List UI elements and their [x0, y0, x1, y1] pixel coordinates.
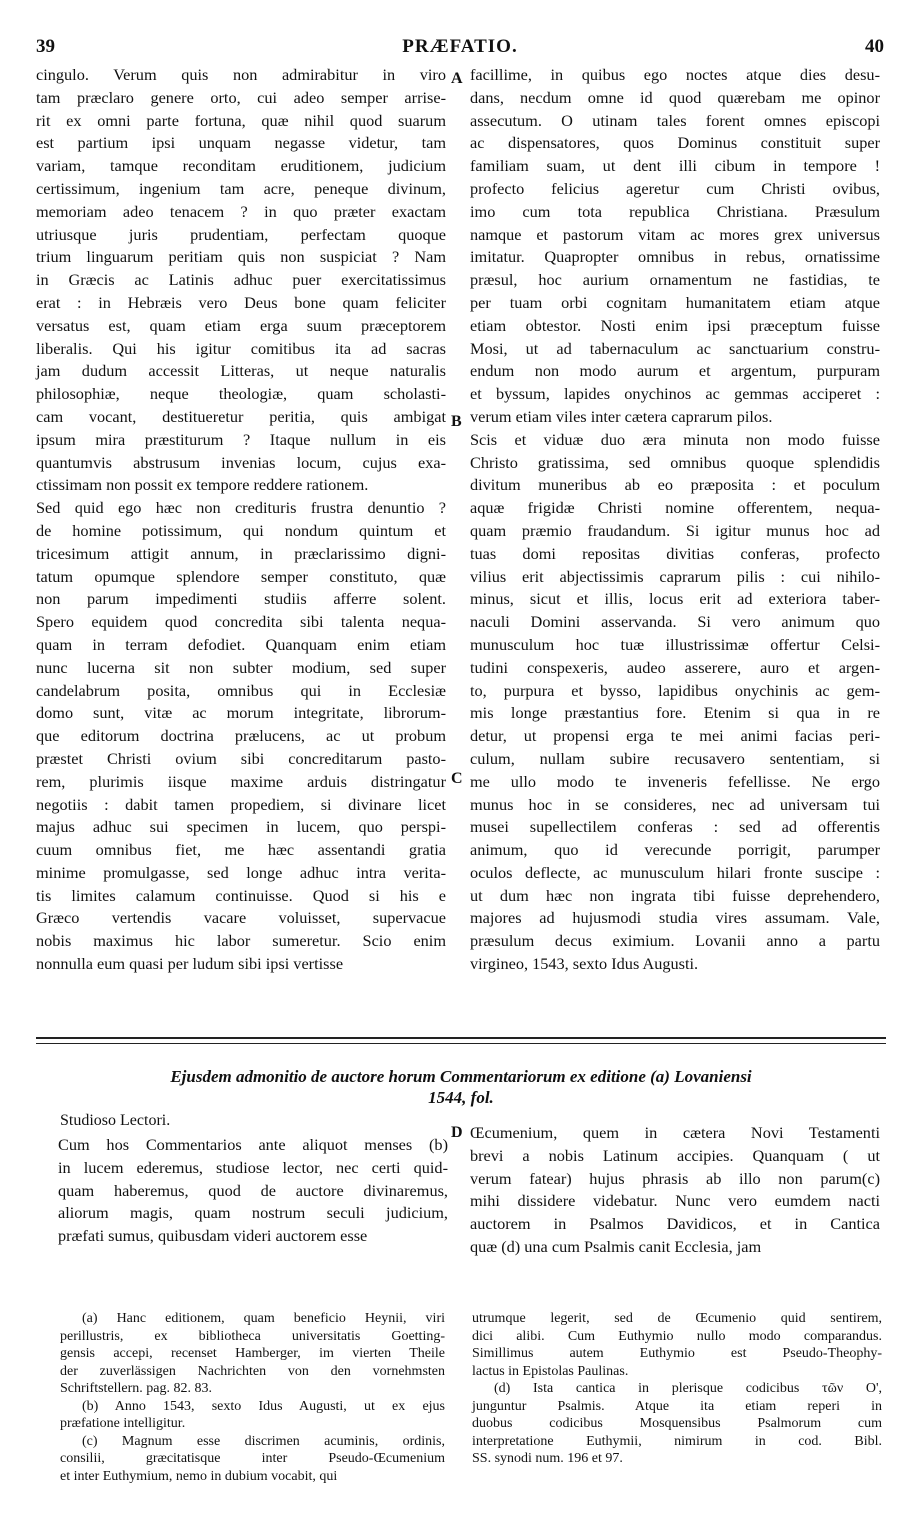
text-line: que editorum doctrina prælucens, ac ut probum — [36, 726, 446, 746]
text-line: per tuam orbi cognitam humanitatem etiam atque — [470, 292, 880, 312]
text-line: minus, sicut et illis, locus erit ad exteriora taber- — [470, 589, 880, 609]
text-line: oculos deflecte, ac munusculum hilari fronte suscipe : — [470, 862, 880, 882]
text-line: imo cum tota republica Christiana. Præsulum — [470, 201, 880, 221]
text-line: certissimum, ingenium tam acre, peneque divinum, — [36, 178, 446, 198]
text-line: ut dum hæc non ingrata tibi fuisse deprehendero, — [470, 885, 880, 905]
text-line: musei supellectilem conferas : sed ad offerentis — [470, 817, 880, 837]
text-line: de homine potissimum, qui nondum quintum et — [36, 520, 446, 540]
text-line: (a) Hanc editionem, quam beneficio Heynii, viri — [82, 1311, 445, 1326]
text-line: divitum muneribus ab eo præposita : et poculum — [470, 475, 880, 495]
text-line: Sed quid ego hæc non credituris frustra denuntio ? — [36, 498, 446, 518]
text-line: tis limites calamum continuisse. Quod si his e — [36, 885, 446, 905]
text-line: tatum opumque splendore semper constituto, quæ — [36, 566, 446, 586]
text-line: perillustris, ex bibliotheca universitatis Goetting- — [60, 1328, 445, 1344]
text-line: quæ (d) una cum Psalmis canit Ecclesia, jam — [470, 1236, 762, 1256]
margin-letter-b: B — [451, 413, 462, 430]
text-line: to, purpura et bysso, lapidibus onychinis ac gem- — [470, 680, 880, 700]
text-line: lactus in Epistolas Paulinas. — [472, 1363, 629, 1379]
text-line: der zuverlässigen Nachrichten von den vornehmsten — [60, 1363, 445, 1379]
text-line: utriusque juris prudentiam, perfectam quoque — [36, 224, 446, 244]
text-line: profecto felicius ageretur cum Christi ovibus, — [470, 178, 880, 198]
text-line: quam haberemus, quod de auctore divinaremus, — [58, 1180, 448, 1200]
text-line: (d) Ista cantica in plerisque codicibus τῶν Ο', — [494, 1381, 882, 1396]
text-line: nobis maximus hic labor sumeretur. Scio enim — [36, 931, 446, 951]
text-line: cam vocant, destitueretur peritia, quis ambigat — [36, 406, 446, 426]
text-line: in lucem ederemus, studiose lector, nec certi quid- — [58, 1157, 448, 1177]
text-line: familiam suam, ut dent illi cibum in tempore ! — [470, 156, 880, 176]
text-line: imitatur. Quapropter omnibus in rebus, ornatissime — [470, 247, 880, 267]
text-line: rem, plurimis iisque maxime arduis distringatur — [36, 771, 446, 791]
text-line: auctorem in Psalmos Davidicos, et in Cantica — [470, 1214, 880, 1234]
section-title — [36, 1066, 886, 1108]
page-number-left: 39 — [36, 36, 55, 57]
text-line: Christo gratissima, sed omnibus quoque splendidis — [470, 452, 880, 472]
column-left-top — [36, 64, 446, 976]
text-line: quam in terram defodiet. Quanquam enim etiam — [36, 634, 446, 654]
text-line: Cum hos Commentarios ante aliquot menses (b) — [58, 1135, 448, 1154]
text-line: minime promulgasse, sed longe adhuc intra verita- — [36, 862, 446, 882]
text-line: in Græcis ac Latinis adhuc puer exercitatissimus — [36, 270, 446, 290]
text-line: et inter Euthymium, nemo in dubium vocabit, qui — [60, 1468, 338, 1484]
margin-letter-a: A — [451, 70, 463, 87]
text-line: candelabrum posita, omnibus qui in Ecclesiæ — [36, 680, 446, 700]
text-line: Simillimus autem Euthymio est Pseudo-Theophy- — [472, 1346, 882, 1361]
text-line: aquæ frigidæ Christi nomine offerentem, nequa- — [470, 498, 880, 518]
text-line: endum non modo aurum et argentum, purpuram — [470, 361, 880, 381]
text-line: domo sunt, vitæ ac morum integritate, librorum- — [36, 703, 446, 723]
text-line: Mosi, ut ad tabernaculum ac sanctuarium constru- — [470, 338, 880, 358]
text-line: est partium ipsi unquam negasse videtur, tam — [36, 133, 446, 153]
text-line: gensis accepi, recenset Hamberger, im vierten Theile — [60, 1346, 445, 1361]
section-title-line-1: Ejusdem admonitio de auctore horum Commentariorum ex editione (a) Lovaniensi — [170, 1067, 752, 1086]
text-line: majus adhuc sui specimen in lucem, quo perspi- — [36, 817, 446, 837]
column-left-bottom — [58, 1134, 448, 1248]
text-line: Scis et viduæ duo æra minuta non modo fuisse — [470, 429, 880, 449]
margin-letter-d: D — [451, 1124, 463, 1141]
text-line: ctissimam non possit ex tempore reddere rationem. — [36, 475, 369, 495]
text-line: interpretatione Euthymii, nimirum in cod. Bibl. — [472, 1433, 882, 1449]
text-line: Œcumenium, quem in cætera Novi Testamenti — [470, 1123, 880, 1142]
column-right-bottom — [470, 1122, 880, 1259]
text-line: præsul, hoc aurium ornamentum ne fastidias, te — [470, 270, 880, 290]
running-header — [36, 36, 884, 66]
text-line: dans, necdum omne id quod quærebam me opinor — [470, 87, 880, 107]
text-line: ipsum mira præstiturum ? Itaque nullum in eis — [36, 429, 446, 449]
text-line: consilii, græcitatisque inter Pseudo-Œcumenium — [60, 1451, 445, 1466]
text-line: animum, quo id verecunde porrigit, parumper — [470, 840, 880, 860]
text-line: variam, tamque reconditam eruditionem, judicium — [36, 156, 446, 176]
text-line: utrumque legerit, sed de Œcumenio quid sentirem, — [472, 1311, 882, 1326]
text-line: majores ad hujusmodi studia vires assumam. Vale, — [470, 908, 880, 928]
running-title: PRÆFATIO. — [402, 36, 518, 57]
text-line: negotiis : dabit tamen propediem, si divinare licet — [36, 794, 446, 814]
salutation: Studioso Lectori. — [60, 1112, 171, 1129]
text-line: erat : in Hebræis vero Deus bone quam feliciter — [36, 292, 446, 312]
section-title-line-2: 1544, fol. — [428, 1088, 494, 1107]
text-line: naculi Domini asservanda. Si vero animum quo — [470, 612, 880, 632]
text-line: junguntur Psalmis. Atque ita etiam reperi in — [472, 1398, 882, 1414]
text-line: (b) Anno 1543, sexto Idus Augusti, ut ex ejus — [82, 1398, 445, 1414]
text-line: præfati sumus, quibusdam videri auctorem esse — [58, 1226, 368, 1246]
text-line: nonnulla eum quasi per ludum sibi ipsi vertisse — [36, 954, 344, 974]
text-line: verum fatear) hujus phrasis ab illo non parum(c) — [470, 1168, 880, 1188]
footnotes-right — [472, 1310, 882, 1468]
text-line: namque et pastorum vitam ac mores grex universus — [470, 224, 880, 244]
column-right-top — [470, 64, 880, 976]
text-line: virgineo, 1543, sexto Idus Augusti. — [470, 954, 699, 974]
section-divider-thin — [36, 1043, 886, 1044]
text-line: SS. synodi num. 196 et 97. — [472, 1451, 623, 1466]
text-line: aliorum magis, quam nostrum seculi judicium, — [58, 1203, 448, 1223]
text-line: cingulo. Verum quis non admirabitur in viro — [36, 65, 446, 84]
text-line: facillime, in quibus ego noctes atque dies desu- — [470, 65, 880, 84]
text-line: rit ex omni parte fortuna, quæ nihil quod suarum — [36, 110, 446, 130]
text-line: memoriam adeo tenacem ? in quo præter exactam — [36, 201, 446, 221]
text-line: mihi dissidere videbatur. Nunc vero eumdem nacti — [470, 1191, 880, 1211]
text-line: assecutum. O utinam tales forent omnes episcopi — [470, 110, 880, 130]
text-line: quantumvis abstrusum invenias locum, cujus exa- — [36, 452, 446, 472]
text-line: non parum impedimenti studiis afferre solent. — [36, 589, 446, 609]
text-line: versatus est, quam etiam erga suum præceptorem — [36, 315, 446, 335]
text-line: vilius erit abjectissimis caprarum pilis : cui nihilo- — [470, 566, 880, 586]
text-line: Græco vertendis vacare voluisset, supervacue — [36, 908, 446, 928]
text-line: quam præmio fraudandum. Si igitur munus hoc ad — [470, 520, 880, 540]
text-line: ac dispensatores, quos Dominus constituit super — [470, 133, 880, 153]
text-line: Spero equidem quod concredita sibi talenta nequa- — [36, 612, 446, 632]
text-line: jam dudum accessit Litteras, ut neque naturalis — [36, 361, 446, 381]
section-divider — [36, 1037, 886, 1039]
text-line: Schriftstellern. pag. 82. 83. — [60, 1381, 213, 1396]
text-line: dici alibi. Cum Euthymio nullo modo comparandus. — [472, 1328, 882, 1344]
text-line: brevi a nobis Latinum accipies. Quanquam ( ut — [470, 1145, 880, 1165]
text-line: mis longe præstantius fore. Etenim si qua in re — [470, 703, 880, 723]
text-line: præfatione intelligitur. — [60, 1416, 186, 1431]
text-line: præstet Christi ovium sibi concreditarum pasto- — [36, 748, 446, 768]
text-line: culum, nullam subire recusavero sententiam, si — [470, 748, 880, 768]
page-number-right: 40 — [865, 36, 884, 57]
text-line: cuum omnibus fiet, me hæc assentandi gratia — [36, 840, 446, 860]
text-line: philosophiæ, neque theologiæ, quam scholasti- — [36, 384, 446, 404]
text-line: duobus codicibus Mosquensibus Psalmorum cum — [472, 1416, 882, 1431]
text-line: tuas domi repositas divitias conferas, profecto — [470, 543, 880, 563]
text-line: tam præclaro genere orto, cui adeo semper arrise- — [36, 87, 446, 107]
margin-letter-c: C — [451, 770, 463, 787]
text-line: me ullo modo te inveneris fefellisse. Ne ergo — [470, 771, 880, 791]
text-line: trium linguarum peritiam quis non suspiciat ? Nam — [36, 247, 446, 267]
text-line: tricesimum attigit annum, in præclarissimo digni- — [36, 543, 446, 563]
text-line: detur, ut propensi erga te mei animi facias peri- — [470, 726, 880, 746]
text-line: liberalis. Qui his igitur comitibus ita ad sacras — [36, 338, 446, 358]
text-line: et byssum, lapides onychinos ac gemmas acciperet : — [470, 384, 880, 404]
text-line: tudini conspexeris, audeo asserere, auro et argen- — [470, 657, 880, 677]
text-line: munus hoc in se consideres, nec ad universam tui — [470, 794, 880, 814]
text-line: verum etiam viles inter cætera caprarum pilos. — [470, 406, 773, 426]
text-line: (c) Magnum esse discrimen acuminis, ordinis, — [82, 1433, 445, 1449]
footnotes-left — [60, 1310, 445, 1485]
text-line: etiam obtestor. Nosti enim ipsi præceptum fuisse — [470, 315, 880, 335]
text-line: munusculum hoc tuæ illustrissimæ offertur Celsi- — [470, 634, 880, 654]
text-line: præsulum decus eximium. Lovanii anno a partu — [470, 931, 880, 951]
text-line: nunc lucerna sit non subter modium, sed super — [36, 657, 446, 677]
